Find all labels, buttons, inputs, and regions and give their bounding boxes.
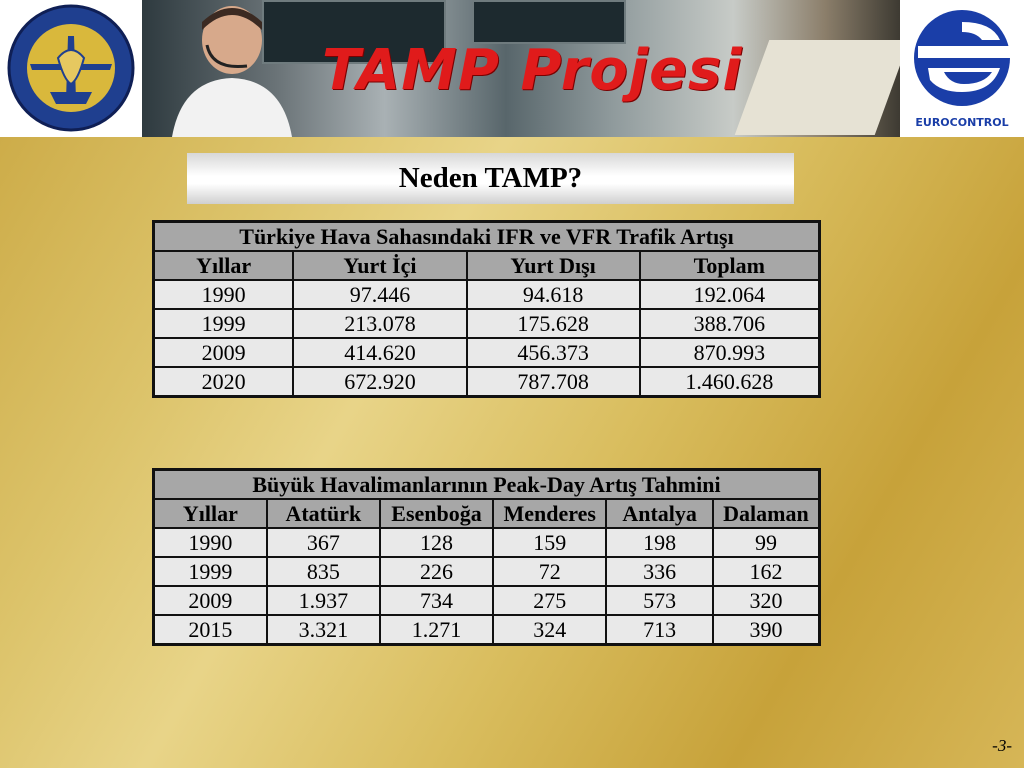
table-cell: 414.620 bbox=[293, 338, 466, 367]
table-cell: 456.373 bbox=[467, 338, 640, 367]
table-cell: 835 bbox=[267, 557, 380, 586]
table-cell: 367 bbox=[267, 528, 380, 557]
table-cell: 388.706 bbox=[640, 309, 820, 338]
column-header: Yurt İçi bbox=[293, 251, 466, 280]
table-cell: 226 bbox=[380, 557, 493, 586]
banner-image bbox=[142, 0, 900, 137]
table-cell: 734 bbox=[380, 586, 493, 615]
column-header: Yıllar bbox=[154, 499, 267, 528]
table-cell: 1.460.628 bbox=[640, 367, 820, 397]
header bbox=[0, 0, 1024, 137]
table-row bbox=[154, 280, 820, 309]
table-cell: 713 bbox=[606, 615, 713, 645]
table-row bbox=[154, 557, 820, 586]
table-row bbox=[154, 615, 820, 645]
table-cell: 175.628 bbox=[467, 309, 640, 338]
table-cell: 2009 bbox=[154, 338, 294, 367]
table-cell: 213.078 bbox=[293, 309, 466, 338]
controller-figure bbox=[152, 0, 302, 137]
table-row bbox=[154, 528, 820, 557]
table-row bbox=[154, 338, 820, 367]
page-number: -3- bbox=[992, 736, 1012, 755]
table-cell: 320 bbox=[713, 586, 820, 615]
table-cell: 1999 bbox=[154, 557, 267, 586]
table-cell: 2009 bbox=[154, 586, 267, 615]
eurocontrol-wordmark: EUROCONTROL bbox=[915, 116, 1009, 129]
table-cell: 787.708 bbox=[467, 367, 640, 397]
table-cell: 128 bbox=[380, 528, 493, 557]
table-title: Türkiye Hava Sahasındaki IFR ve VFR Trafik Artışı bbox=[154, 222, 820, 252]
table-row bbox=[154, 309, 820, 338]
table-cell: 573 bbox=[606, 586, 713, 615]
flight-strips-shape bbox=[735, 40, 900, 135]
table-cell: 3.321 bbox=[267, 615, 380, 645]
table-cell: 162 bbox=[713, 557, 820, 586]
table-cell: 2015 bbox=[154, 615, 267, 645]
ifr-vfr-traffic-table bbox=[152, 220, 821, 398]
column-header: Atatürk bbox=[267, 499, 380, 528]
subtitle-box bbox=[187, 153, 794, 204]
table-cell: 159 bbox=[493, 528, 606, 557]
table-header-row bbox=[154, 251, 820, 280]
column-header: Dalaman bbox=[713, 499, 820, 528]
table-cell: 870.993 bbox=[640, 338, 820, 367]
table-cell: 192.064 bbox=[640, 280, 820, 309]
eurocontrol-logo bbox=[900, 0, 1024, 137]
table-cell: 97.446 bbox=[293, 280, 466, 309]
table-row bbox=[154, 367, 820, 397]
dhmi-logo-icon bbox=[0, 0, 142, 137]
column-header: Toplam bbox=[640, 251, 820, 280]
table-cell: 1.271 bbox=[380, 615, 493, 645]
table-title-row bbox=[154, 222, 820, 252]
table-cell: 2020 bbox=[154, 367, 294, 397]
table-cell: 390 bbox=[713, 615, 820, 645]
table-cell: 672.920 bbox=[293, 367, 466, 397]
table-title: Büyük Havalimanlarının Peak-Day Artış Tahmini bbox=[154, 470, 820, 500]
table-title-row bbox=[154, 470, 820, 500]
table-row bbox=[154, 586, 820, 615]
column-header: Yurt Dışı bbox=[467, 251, 640, 280]
table-cell: 1.937 bbox=[267, 586, 380, 615]
table-cell: 94.618 bbox=[467, 280, 640, 309]
table-cell: 336 bbox=[606, 557, 713, 586]
table-cell: 72 bbox=[493, 557, 606, 586]
eurocontrol-logo-icon bbox=[900, 0, 1024, 116]
table-cell: 275 bbox=[493, 586, 606, 615]
table-cell: 99 bbox=[713, 528, 820, 557]
banner-title: TAMP Projesi bbox=[322, 38, 743, 103]
table-cell: 198 bbox=[606, 528, 713, 557]
table-cell: 1990 bbox=[154, 528, 267, 557]
table-cell: 1999 bbox=[154, 309, 294, 338]
table-cell: 324 bbox=[493, 615, 606, 645]
table-cell: 1990 bbox=[154, 280, 294, 309]
dhmi-logo bbox=[0, 0, 142, 137]
column-header: Yıllar bbox=[154, 251, 294, 280]
column-header: Menderes bbox=[493, 499, 606, 528]
peak-day-forecast-table bbox=[152, 468, 821, 646]
column-header: Antalya bbox=[606, 499, 713, 528]
table-header-row bbox=[154, 499, 820, 528]
page-subtitle: Neden TAMP? bbox=[398, 162, 583, 194]
column-header: Esenboğa bbox=[380, 499, 493, 528]
